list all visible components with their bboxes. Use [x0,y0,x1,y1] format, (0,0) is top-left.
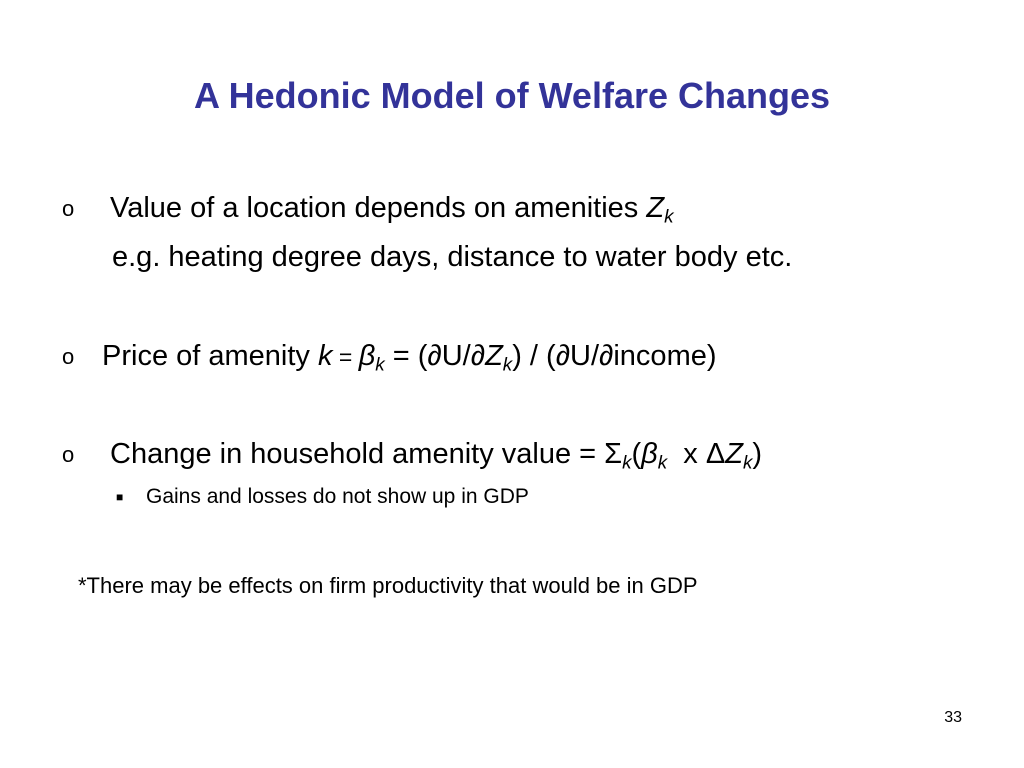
bullet-3-sigma-sub: k [622,451,632,473]
bullet-2-eq: = [332,344,359,370]
bullet-2-text-2: = (∂U/∂ [384,340,486,372]
bullet-1-var-sub: k [664,205,674,227]
bullet-marker: o [62,196,75,221]
bullet-3-z-sub: k [742,451,753,473]
bullet-3-line [110,437,762,471]
bullet-3-text-1: Change in household amenity value = Σ [110,438,623,470]
bullet-3-beta-sub: k [657,451,668,473]
bullet-3-text-4: ) [752,438,763,470]
bullet-2-text-1: Price of amenity [102,340,318,372]
footnote: *There may be effects on firm productivity that would be in GDP [78,573,698,598]
bullet-3-text-3: x Δ [667,438,726,470]
bullet-2-beta-sub: k [375,353,385,375]
bullet-2-text-3: ) / (∂U/∂income) [512,340,717,372]
bullet-1-var: Z [646,192,665,224]
bullet-1-line-1 [110,191,673,225]
bullet-2-line [102,339,717,374]
bullet-3-z: Z [725,438,743,470]
bullet-2-beta: β [358,340,376,372]
bullet-marker: o [62,442,75,467]
page-number: 33 [944,709,962,726]
slide-title: A Hedonic Model of Welfare Changes [193,75,831,116]
bullet-1-text: Value of a location depends on amenities [110,192,647,224]
bullet-2-k: k [317,340,333,372]
bullet-3-beta: β [641,438,658,470]
sub-bullet-text: Gains and losses do not show up in GDP [146,485,529,508]
bullet-2-z-sub: k [502,353,513,375]
square-bullet-icon: ■ [116,490,124,504]
bullet-3-text-2: ( [631,438,642,470]
bullet-marker: o [62,344,75,369]
bullet-2-z: Z [485,340,503,372]
bullet-1-line-2: e.g. heating degree days, distance to water body etc. [112,241,793,273]
